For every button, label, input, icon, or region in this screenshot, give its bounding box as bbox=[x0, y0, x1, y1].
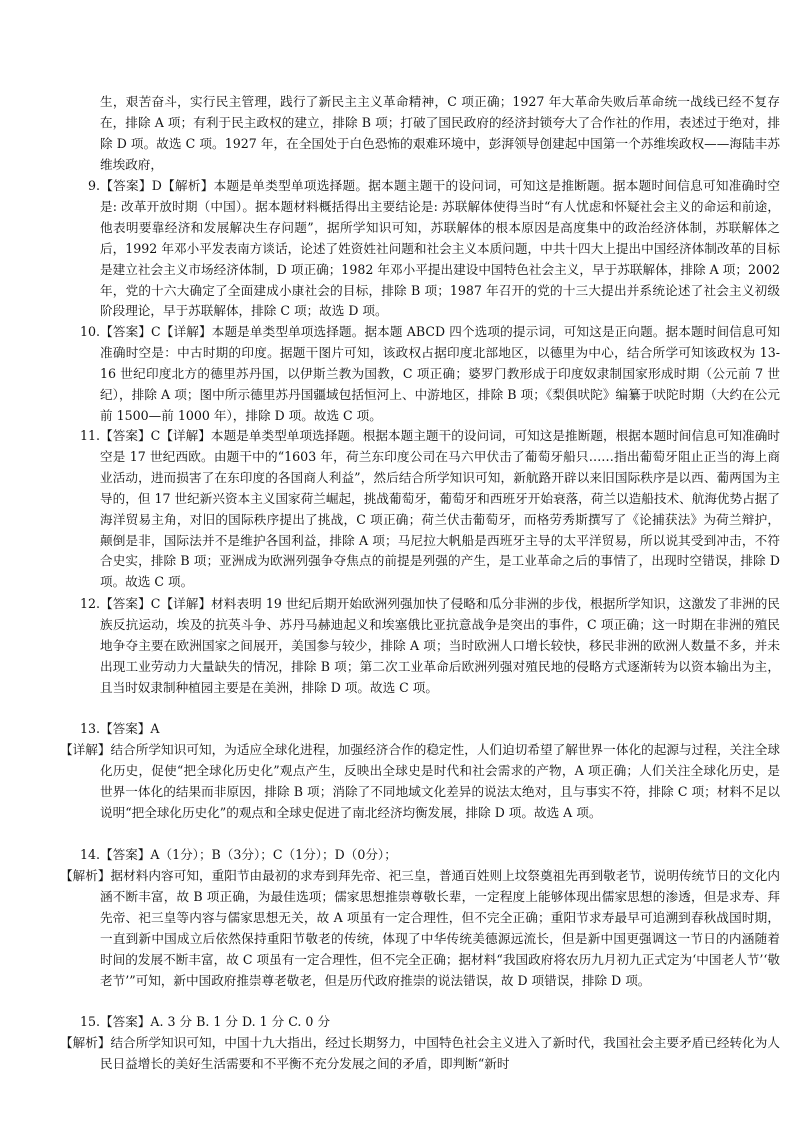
answer-item-13-detail bbox=[60, 740, 780, 824]
answer-item-15-detail bbox=[60, 1033, 780, 1075]
answer-item-15-answer bbox=[60, 1012, 780, 1033]
item-number: 11. bbox=[79, 428, 100, 443]
answer-item-14-answer bbox=[60, 845, 780, 866]
answer-item-14-detail bbox=[60, 866, 780, 991]
answer-item-13-answer bbox=[60, 719, 780, 740]
item-text: 【答案】C【详解】本题是单类型单项选择题。根据本题主题干的设问词，可知这是推断题，根据本题时间信息可知准确时空是 17 世纪西欧。由题干中的“1603 年，荷兰东印度公司在马六甲伏击了葡萄牙船只……指出葡萄牙阻止正当的海上商业活动，进而损害了在东印度的各国商人利益”，然后结合所学知识可知，新航路开辟以来旧国际秩序是以西、葡两国为主导的，但 17 世纪新兴资本主义国家荷兰崛起，挑战葡萄牙，葡萄牙和西班牙开始衰落，荷兰以造船技术、航海优势占据了海洋贸易主角，对旧的国际秩序提出了挑战，C 项正确；荷兰伏击葡萄牙，而格劳秀斯撰写了《论捕获法》为荷兰辩护，颠倒是非，国际法并不是维护各国利益，排除 A 项；马尼拉大帆船是西班牙主导的太平洋贸易，所以说其受到冲击，不符合史实，排除 B 项；亚洲成为欧洲列强争夺焦点的前提是列强的产生，是工业革命之后的事情了，出现时空错误，排除 D 项。故选 C 项。 bbox=[100, 428, 780, 590]
item-number: 13. bbox=[79, 721, 100, 736]
item-number: 10. bbox=[79, 324, 100, 339]
answer-item-9 bbox=[60, 176, 780, 322]
item-text: 【答案】A bbox=[100, 721, 160, 736]
paragraph-q8-continuation: 生，艰苦奋斗，实行民主管理，践行了新民主主义革命精神，C 项正确；1927 年大革命失败后革命统一战线已经不复存在，排除 A 项；有利于民主政权的建立，排除 B 项；打破了国民政府的经济封锁夸大了合作社的作用，表述过于绝对，排除 D 项。故选 C 项。1927 年，在全国处于白色恐怖的艰难环境中，彭湃领导创建起中国第一个苏维埃政权——海陆丰苏维埃政府， bbox=[100, 94, 780, 172]
answer-item-11 bbox=[60, 426, 780, 593]
item-text: 【解析】据材料内容可知，重阳节由最初的求寿到拜先帝、祀三皇，普通百姓则上坟祭奠祖先再到敬老节，说明传统节日的文化内涵不断丰富，故 B 项正确，为最佳选项；儒家思想推崇尊敬长辈，一定程度上能够体现出儒家思想的渗透，但是求寿、拜先帝、祀三皇等内容与儒家思想无关，故 A 项虽有一定合理性，但不完全正确；重阳节求寿最早可追溯到春秋战国时期，一直到新中国成立后依然保持重阳节敬老的传统，体现了中华传统美德源远流长，但是新中国更强调这一节日的内涵随着时间的发展不断丰富，故 C 项虽有一定合理性，但不完全正确；据材料“我国政府将农历九月初九正式定为‘中国老人节’‘敬老节’”可知，新中国政府推崇尊老敬老，但是历代政府推崇的说法错误，故 D 项错误，排除 D 项。 bbox=[60, 868, 780, 988]
answer-item-10 bbox=[60, 322, 780, 427]
item-number: 9. bbox=[87, 178, 100, 193]
item-text: 【答案】C【详解】本题是单类型单项选择题。据本题 ABCD 四个选项的提示词，可知这是正向题。据本题时间信息可知准确时空是：中古时期的印度。据题干图片可知，该政权占据印度北部地区，以德里为中心，结合所学可知该政权为 13-16 世纪印度北方的德里苏丹国，以伊斯兰教为国教，C 项正确；婆罗门教形成于印度奴隶制国家形成时期（公元前 7 世纪），排除 A 项；图中所示德里苏丹国疆域包括恒河上、中游地区，排除 B 项；《梨俱吠陀》编纂于吠陀时期（大约在公元前 1500—前 1000 年），排除 D 项。故选 C 项。 bbox=[100, 324, 780, 423]
item-text: 【详解】结合所学知识可知，为适应全球化进程，加强经济合作的稳定性，人们迫切希望了解世界一体化的起源与过程，关注全球化历史，促使“把全球化历史化”观点产生，反映出全球史是时代和社会需求的产物，A 项正确；人们关注全球化历史，是世界一体化的结果而非原因，排除 B 项；消除了不同地域文化差异的说法太绝对，且与事实不符，排除 C 项；材料不足以说明“把全球化历史化”的观点和全球史促进了南北经济均衡发展，排除 D 项。故选 A 项。 bbox=[60, 742, 780, 820]
item-text: 【解析】结合所学知识可知，中国十九大指出，经过长期努力，中国特色社会主义进入了新时代，我国社会主要矛盾已经转化为人民日益增长的美好生活需要和不平衡不充分发展之间的矛盾，即判断“新时 bbox=[60, 1035, 780, 1071]
item-number: 15. bbox=[79, 1014, 100, 1029]
item-number: 14. bbox=[79, 847, 100, 862]
item-text: 【答案】C【详解】材料表明 19 世纪后期开始欧洲列强加快了侵略和瓜分非洲的步伐，根据所学知识，这激发了非洲的民族反抗运动，埃及的抗英斗争、苏丹马赫迪起义和埃塞俄比亚抗意战争是突出的事件，C 项正确；这一时期在非洲的殖民地争夺主要在欧洲国家之间展开，美国参与较少，排除 A 项；当时欧洲人口增长较快，移民非洲的欧洲人数量不多，并未出现工业劳动力大量缺失的情况，排除 B 项；第二次工业革命后欧洲列强对殖民地的侵略方式逐渐转为以资本输出为主，且当时奴隶制种植园主要是在美洲，排除 D 项。故选 C 项。 bbox=[100, 596, 780, 695]
answer-item-12 bbox=[60, 594, 780, 699]
item-number: 12. bbox=[79, 596, 100, 611]
item-text: 【答案】A（1分）；B（3分）；C（1分）；D（0分）； bbox=[100, 847, 397, 862]
item-text: 【答案】A. 3 分 B. 1 分 D. 1 分 C. 0 分 bbox=[100, 1014, 331, 1029]
item-text: 【答案】D【解析】本题是单类型单项选择题。据本题主题干的设问词，可知这是推断题。据本题时间信息可知准确时空是: 改革开放时期（中国）。据本题材料概括得出主要结论是: 苏联解体使得当时“有人忧虑和怀疑社会主义的命运和前途，他表明要靠经济和发展解决生存问题”，据所学知识可知，苏联解体的根本原因是高度集中的政治经济体制，苏联解体之后，1992 年邓小平发表南方谈话，论述了姓资姓社问题和社会主义本质问题，中共十四大上提出中国经济体制改革的目标是建立社会主义市场经济体制，D 项正确；1982 年邓小平提出建设中国特色社会主义，早于苏联解体，排除 A 项；2002 年，党的十六大确定了全面建成小康社会的目标，排除 B 项；1987 年召开的党的十三大提出并系统论述了社会主义初级阶段理论，早于苏联解体，排除 C 项；故选 D 项。 bbox=[100, 178, 780, 319]
